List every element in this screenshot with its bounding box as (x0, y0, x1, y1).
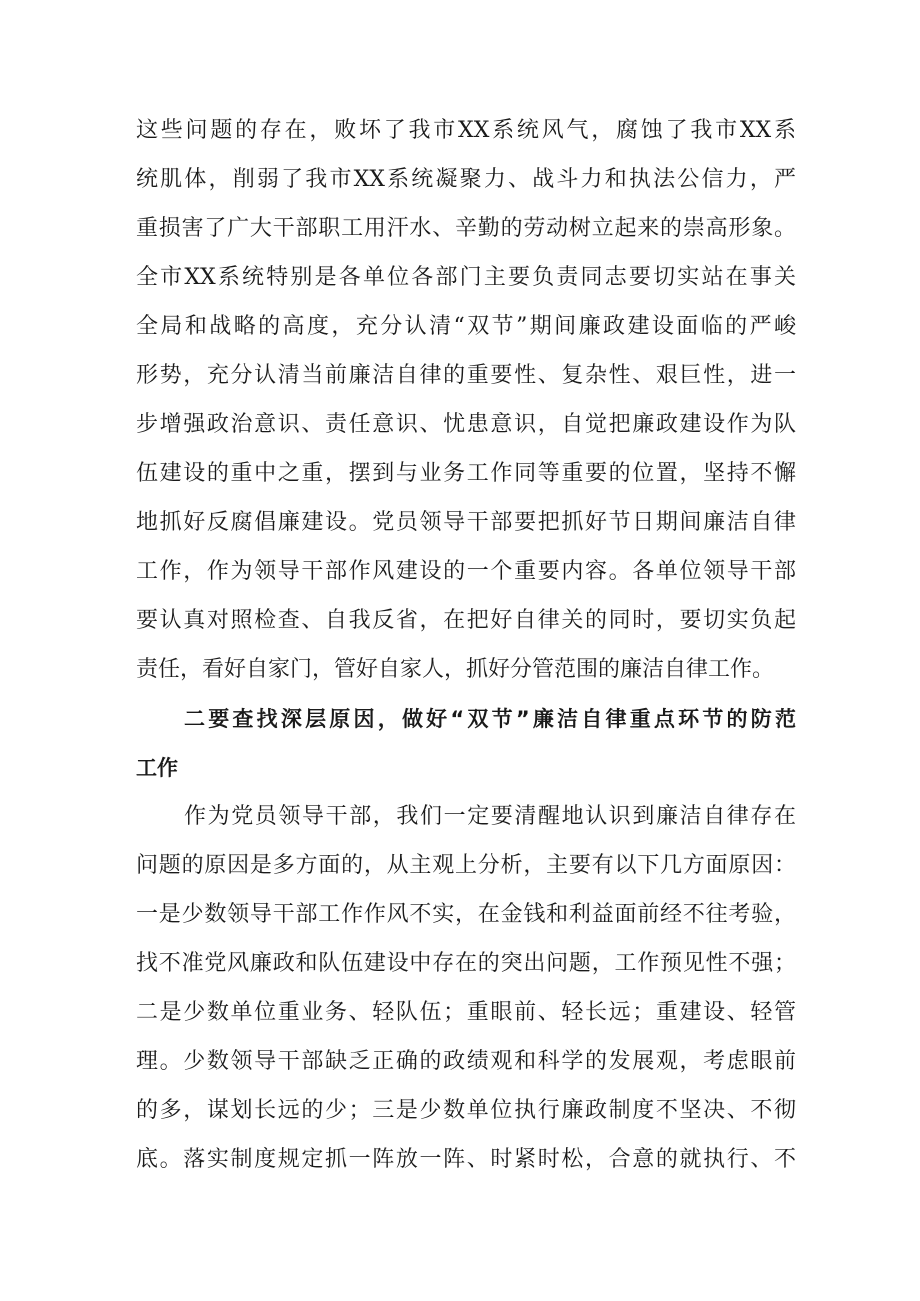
paragraph-line: 问题的原因是多方面的，从主观上分析，主要有以下几方面原因： (136, 853, 796, 878)
section-heading-line: 工作 (136, 756, 178, 780)
paragraph-line: 作为党员领导干部，我们一定要清醒地认识到廉洁自律存在 (184, 804, 796, 829)
paragraph-line: 的多，谋划长远的少；三是少数单位执行廉政制度不坚决、不彻 (136, 1098, 796, 1123)
paragraph-line: 全局和战略的高度，充分认清“双节”期间廉政建设面临的严峻 (136, 314, 796, 339)
paragraph-line: 步增强政治意识、责任意识、忧患意识，自觉把廉政建设作为队 (136, 412, 796, 437)
paragraph-line: 工作，作为领导干部作风建设的一个重要内容。各单位领导干部 (136, 559, 796, 584)
paragraph-line: 这些问题的存在，败坏了我市XX系统风气，腐蚀了我市XX系 (136, 118, 796, 143)
paragraph-line: 责任，看好自家门，管好自家人，抓好分管范围的廉洁自律工作。 (136, 657, 775, 682)
paragraph-line: 底。落实制度规定抓一阵放一阵、时紧时松，合意的就执行、不 (136, 1147, 796, 1172)
paragraph-line: 理。少数领导干部缺乏正确的政绩观和科学的发展观，考虑眼前 (136, 1049, 796, 1074)
paragraph-line: 二是少数单位重业务、轻队伍；重眼前、轻长远；重建设、轻管 (136, 1000, 796, 1025)
paragraph-line: 统肌体，削弱了我市XX系统凝聚力、战斗力和执法公信力，严 (136, 167, 796, 192)
paragraph-line: 地抓好反腐倡廉建设。党员领导干部要把抓好节日期间廉洁自律 (136, 510, 796, 535)
paragraph-line: 重损害了广大干部职工用汗水、辛勤的劳动树立起来的崇高形象。 (136, 216, 796, 241)
paragraph-line: 伍建设的重中之重，摆到与业务工作同等重要的位置，坚持不懈 (136, 461, 796, 486)
section-heading-line: 二要查找深层原因，做好“双节”廉洁自律重点环节的防范 (184, 707, 796, 731)
paragraph-line: 一是少数领导干部工作作风不实，在金钱和利益面前经不往考验， (136, 902, 796, 927)
paragraph-line: 找不准党风廉政和队伍建设中存在的突出问题，工作预见性不强； (136, 951, 796, 976)
paragraph-line: 全市XX系统特别是各单位各部门主要负责同志要切实站在事关 (136, 265, 796, 290)
paragraph-line: 形势，充分认清当前廉洁自律的重要性、复杂性、艰巨性，进一 (136, 363, 796, 388)
paragraph-line: 要认真对照检查、自我反省，在把好自律关的同时，要切实负起 (136, 608, 796, 633)
